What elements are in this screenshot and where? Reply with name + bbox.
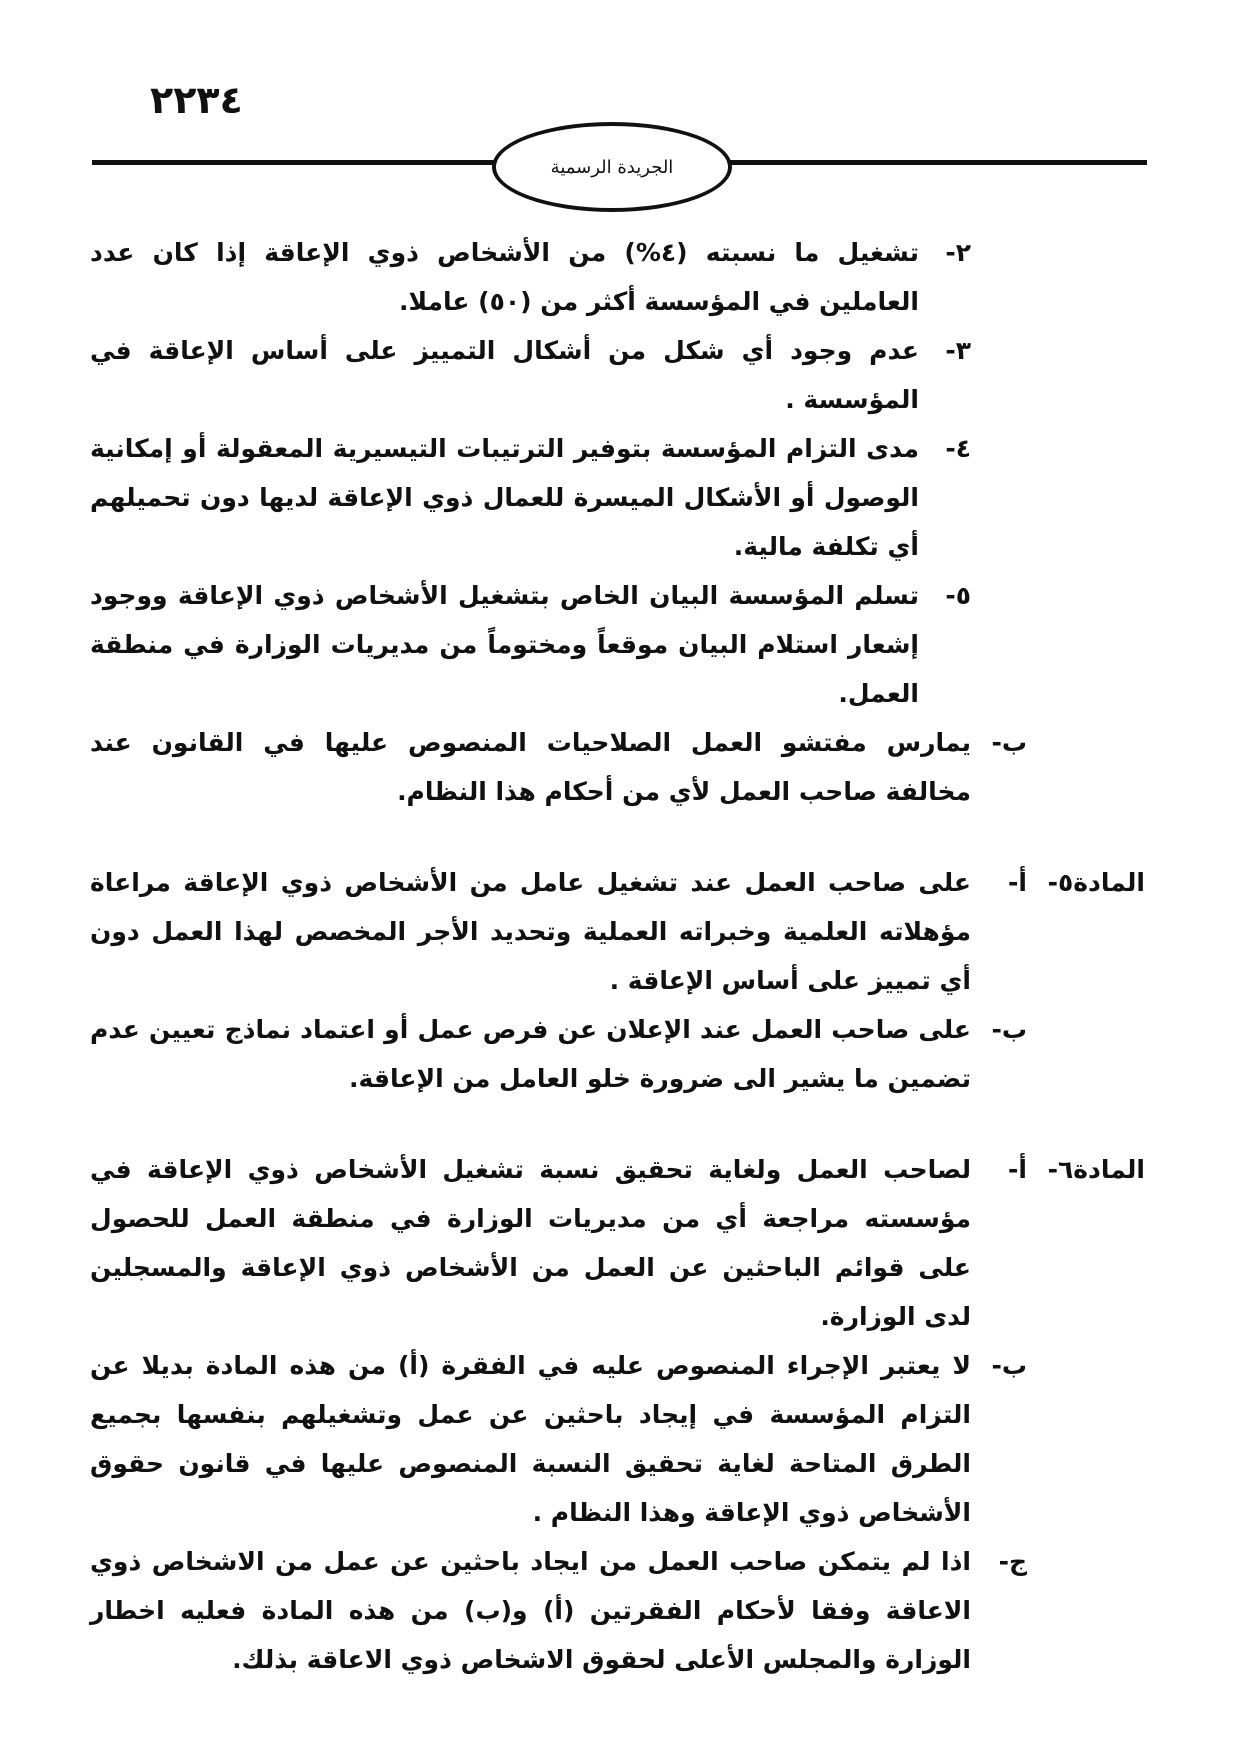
clause-text: تسلم المؤسسة البيان الخاص بتشغيل الأشخاص ذوي الإعاقة ووجود إشعار استلام البيان موقعاً ومختوماً من مديريات الوزارة في منطقة العمل.	[90, 581, 919, 708]
paragraph-letter: ج-	[998, 1547, 1027, 1576]
article-paragraph	[90, 858, 1145, 1005]
article-spacer	[1027, 326, 1145, 424]
lettered-paragraph	[90, 718, 1145, 816]
article-label: المادة٦-	[1047, 1155, 1145, 1184]
letter-spacer	[971, 571, 1027, 718]
clause-text: مدى التزام المؤسسة بتوفير الترتيبات التيسيرية المعقولة أو إمكانية الوصول أو الأشكال الميسرة للعمال ذوي الإعاقة لديها دون تحميلهم أي تكلفة مالية.	[90, 434, 919, 561]
letter-spacer	[971, 326, 1027, 424]
letter-spacer	[971, 228, 1027, 326]
section-gap	[90, 816, 1145, 858]
article-paragraph	[90, 1341, 1145, 1537]
masthead-title: الجريدة الرسمية	[550, 156, 674, 178]
article-paragraph	[90, 1145, 1145, 1341]
article-label: المادة٥-	[1047, 868, 1145, 897]
paragraph-text: على صاحب العمل عند تشغيل عامل من الأشخاص ذوي الإعاقة مراعاة مؤهلاته العلمية وخبراته العملية وتحديد الأجر المخصص لهذا العمل دون أي تمييز على أساس الإعاقة .	[90, 868, 971, 995]
paragraph-letter: ب-	[991, 728, 1027, 757]
page-number: ٢٢٣٤	[150, 78, 243, 122]
letter-spacer	[971, 424, 1027, 571]
document-body	[90, 228, 1145, 1684]
numbered-clause	[90, 571, 1145, 718]
header-rule-right	[727, 160, 1147, 165]
clause-number: ٣-	[945, 336, 971, 365]
numbered-clause	[90, 326, 1145, 424]
header-rule-left	[92, 160, 502, 165]
numbered-clause	[90, 424, 1145, 571]
paragraph-text: على صاحب العمل عند الإعلان عن فرص عمل أو اعتماد نماذج تعيين عدم تضمين ما يشير الى ضرورة خلو العامل من الإعاقة.	[90, 1015, 971, 1093]
paragraph-letter: ب-	[991, 1351, 1027, 1380]
article-label	[1027, 1537, 1145, 1684]
clause-text: عدم وجود أي شكل من أشكال التمييز على أساس الإعاقة في المؤسسة .	[90, 336, 919, 414]
paragraph-text: لا يعتبر الإجراء المنصوص عليه في الفقرة (أ) من هذه المادة بديلا عن التزام المؤسسة في إيجاد باحثين عن عمل وتشغيلهم بنفسها بجميع الطرق المتاحة لغاية تحقيق النسبة المنصوص عليها في قانون حقوق الأشخاص ذوي الإعاقة وهذا النظام .	[90, 1351, 971, 1527]
paragraph-text: اذا لم يتمكن صاحب العمل من ايجاد باحثين عن عمل من الاشخاص ذوي الاعاقة وفقا لأحكام الفقرتين (أ) و(ب) من هذه المادة فعليه اخطار الوزارة والمجلس الأعلى لحقوق الاشخاص ذوي الاعاقة بذلك.	[90, 1547, 971, 1674]
clause-number: ٤-	[945, 434, 971, 463]
paragraph-letter: ب-	[991, 1015, 1027, 1044]
paragraph-text: لصاحب العمل ولغاية تحقيق نسبة تشغيل الأشخاص ذوي الإعاقة في مؤسسته مراجعة أي من مديريات الوزارة في منطقة العمل للحصول على قوائم الباحثين عن العمل من الأشخاص ذوي الإعاقة والمسجلين لدى الوزارة.	[90, 1155, 971, 1331]
article-spacer	[1027, 718, 1145, 816]
numbered-clause	[90, 228, 1145, 326]
article-label	[1027, 1341, 1145, 1537]
article-paragraph	[90, 1537, 1145, 1684]
article-label	[1027, 1005, 1145, 1103]
masthead-oval	[492, 122, 732, 212]
article-spacer	[1027, 571, 1145, 718]
clause-number: ٥-	[945, 581, 971, 610]
paragraph-letter: أ-	[1008, 868, 1027, 897]
article-spacer	[1027, 424, 1145, 571]
section-gap	[90, 1103, 1145, 1145]
clause-text: تشغيل ما نسبته (٤%) من الأشخاص ذوي الإعاقة إذا كان عدد العاملين في المؤسسة أكثر من (٥٠) عاملا.	[90, 238, 919, 316]
paragraph-letter: أ-	[1008, 1155, 1027, 1184]
clause-number: ٢-	[945, 238, 971, 267]
article-spacer	[1027, 228, 1145, 326]
paragraph-text: يمارس مفتشو العمل الصلاحيات المنصوص عليها في القانون عند مخالفة صاحب العمل لأي من أحكام هذا النظام.	[90, 728, 971, 806]
article-paragraph	[90, 1005, 1145, 1103]
